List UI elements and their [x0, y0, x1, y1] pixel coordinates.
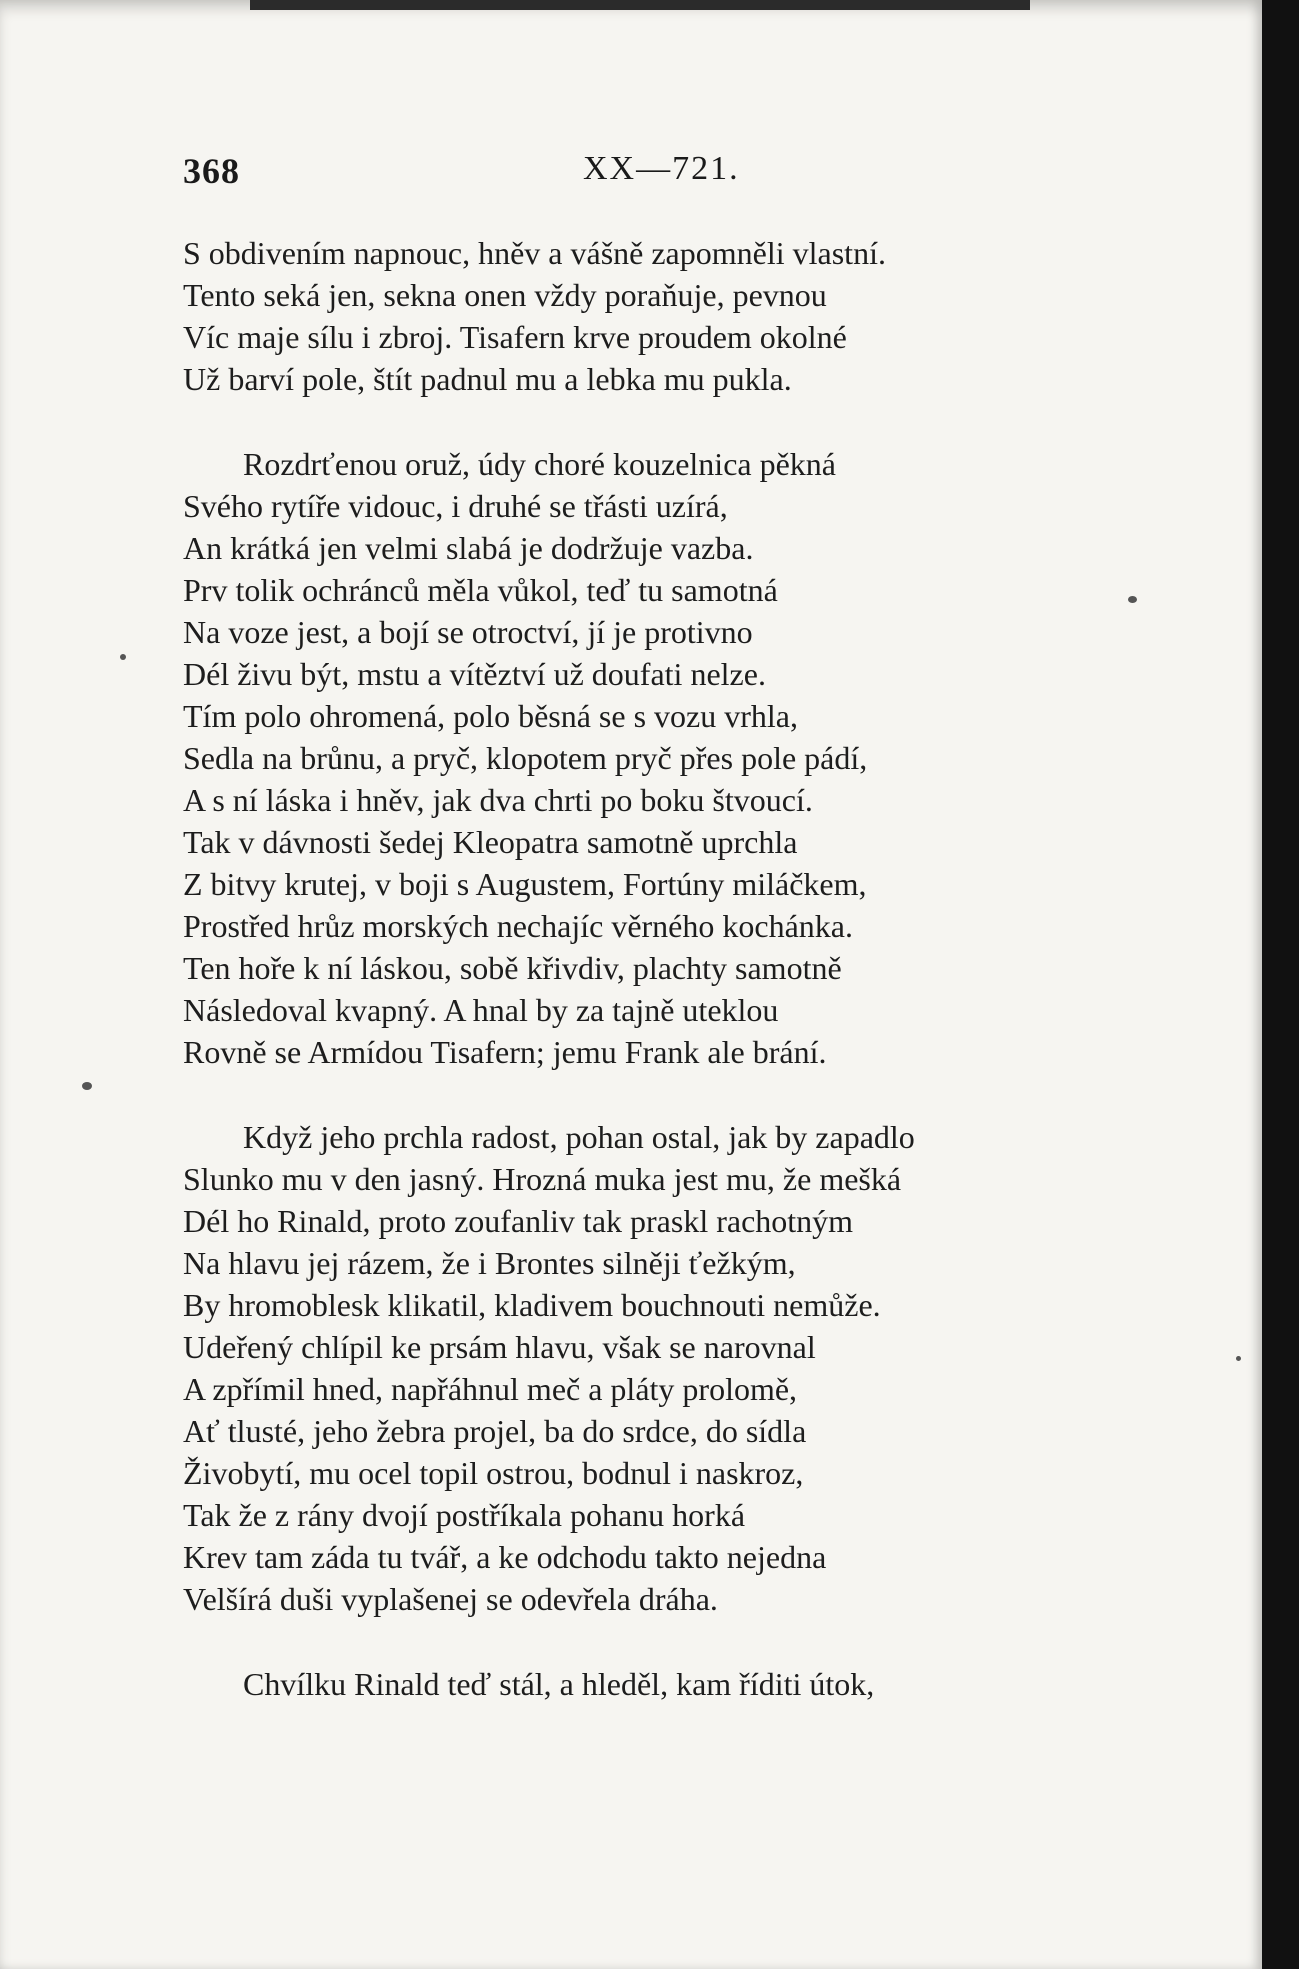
verse-line: S obdivením napnouc, hněv a vášně zapomněli vlastní. [183, 235, 886, 271]
stanza [183, 1663, 1143, 1705]
verse-line: Rozdrťenou oruž, údy choré kouzelnica pěkná [243, 446, 836, 482]
verse-line: Chvílku Rinald teď stál, a hleděl, kam říditi útok, [243, 1666, 875, 1702]
verse-line: Následoval kvapný. A hnal by za tajně uteklou [183, 992, 779, 1028]
verse-line: Prostřed hrůz morských nechajíc věrného kochánka. [183, 908, 853, 944]
page-right-edge [1262, 0, 1299, 1969]
verse-line: Tak že z rány dvojí postříkala pohanu horká [183, 1497, 746, 1533]
verse-line: Dél živu být, mstu a vítěztví už doufati nelze. [183, 656, 766, 692]
verse-line: Na voze jest, a bojí se otroctví, jí je protivno [183, 614, 753, 650]
verse-line: Sedla na brůnu, a pryč, klopotem pryč přes pole pádí, [183, 740, 868, 776]
verse-line: Prv tolik ochránců měla vůkol, teď tu samotná [183, 572, 778, 608]
page-header [183, 150, 1083, 190]
verse-line: A s ní láska i hněv, jak dva chrti po boku štvoucí. [183, 782, 813, 818]
print-speck [1128, 596, 1137, 603]
verse-line: Udeřený chlípil ke prsám hlavu, však se narovnal [183, 1329, 816, 1365]
verse-line: Živobytí, mu ocel topil ostrou, bodnul i naskroz, [183, 1455, 804, 1491]
page-top-shadow [250, 0, 1030, 10]
stanza [183, 443, 1143, 1073]
stanza [183, 232, 1143, 400]
print-speck [120, 654, 126, 660]
verse-line: Tento seká jen, sekna onen vždy poraňuje, pevnou [183, 277, 827, 313]
verse-line: Krev tam záda tu tvář, a ke odchodu takto nejedna [183, 1539, 827, 1575]
verse-line: Když jeho prchla radost, pohan ostal, jak by zapadlo [243, 1119, 915, 1155]
verse-line: By hromoblesk klikatil, kladivem bouchnouti nemůže. [183, 1287, 881, 1323]
page-number: 368 [183, 151, 240, 191]
stanza [183, 1116, 1143, 1620]
running-head: XX—721. [583, 150, 740, 187]
verse-line: A zpřímil hned, napřáhnul meč a pláty prolomě, [183, 1371, 798, 1407]
poem-text [183, 232, 1143, 1705]
print-speck [82, 1082, 92, 1090]
verse-line: Tím polo ohromená, polo běsná se s vozu vrhla, [183, 698, 798, 734]
verse-line: Dél ho Rinald, proto zoufanliv tak praskl rachotným [183, 1203, 854, 1239]
verse-line: Ať tlusté, jeho žebra projel, ba do srdce, do sídla [183, 1413, 807, 1449]
verse-line: Rovně se Armídou Tisafern; jemu Frank ale brání. [183, 1034, 827, 1070]
verse-line: Z bitvy krutej, v boji s Augustem, Fortúny miláčkem, [183, 866, 867, 902]
verse-line: An krátká jen velmi slabá je dodržuje vazba. [183, 530, 754, 566]
verse-line: Ten hoře k ní láskou, sobě křivdiv, plachty samotně [183, 950, 842, 986]
verse-line: Na hlavu jej rázem, že i Brontes silněji ťežkým, [183, 1245, 796, 1281]
verse-line: Tak v dávnosti šedej Kleopatra samotně uprchla [183, 824, 798, 860]
verse-line: Slunko mu v den jasný. Hrozná muka jest mu, že mešká [183, 1161, 902, 1197]
verse-line: Velšírá duši vyplašenej se odevřela dráha. [183, 1581, 718, 1617]
verse-line: Víc maje sílu i zbroj. Tisafern krve proudem okolné [183, 319, 847, 355]
print-speck [1236, 1356, 1241, 1361]
verse-line: Už barví pole, štít padnul mu a lebka mu pukla. [183, 361, 792, 397]
verse-line: Svého rytíře vidouc, i druhé se třásti uzírá, [183, 488, 728, 524]
